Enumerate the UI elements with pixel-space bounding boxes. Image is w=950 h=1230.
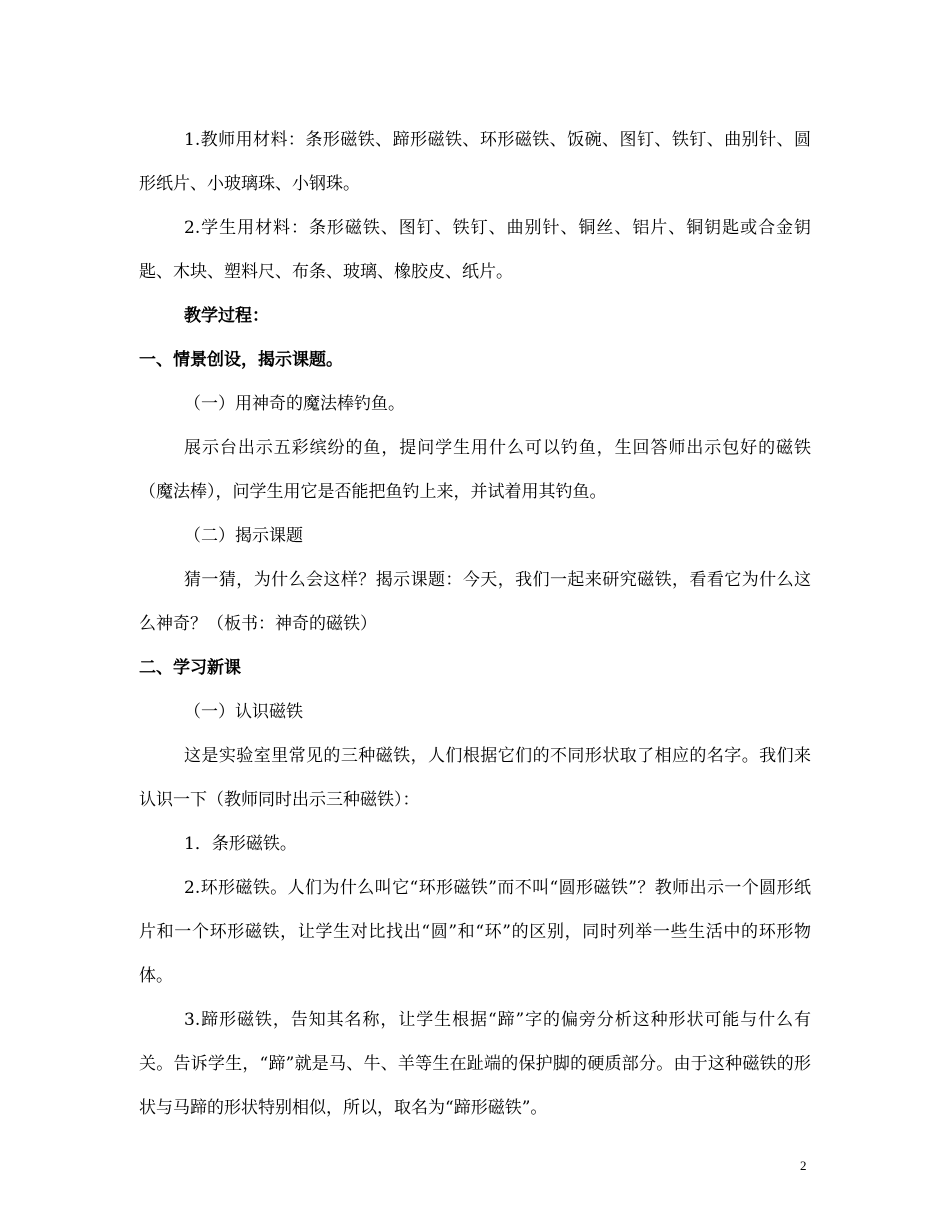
- guess-paragraph: 猜一猜，为什么会这样？揭示课题：今天，我们一起来研究磁铁，看看它为什么这么神奇？（板书：神奇的磁铁）: [139, 570, 811, 634]
- materials-teacher-paragraph: 1.教师用材料：条形磁铁、蹄形磁铁、环形磁铁、饭碗、图钉、铁钉、曲别针、圆形纸片、小玻璃珠、小钢珠。: [139, 130, 811, 194]
- subsection-heading-know-magnets: （一）认识磁铁: [184, 702, 303, 722]
- ring-magnet-paragraph: 2.环形磁铁。人们为什么叫它“环形磁铁”而不叫“圆形磁铁”？教师出示一个圆形纸片和一个环形磁铁，让学生对比找出“圆”和“环”的区别，同时列举一些生活中的环形物体。: [139, 878, 811, 986]
- section-heading-one: 一、情景创设，揭示课题。: [139, 350, 343, 370]
- three-magnets-paragraph: 这是实验室里常见的三种磁铁，人们根据它们的不同形状取了相应的名字。我们来认识一下（教师同时出示三种磁铁）：: [139, 746, 811, 810]
- section-heading-process: 教学过程：: [184, 306, 269, 326]
- subsection-heading-fishing: （一）用神奇的魔法棒钓鱼。: [184, 394, 405, 414]
- subsection-heading-reveal: （二）揭示课题: [184, 526, 303, 546]
- horseshoe-magnet-paragraph: 3.蹄形磁铁，告知其名称，让学生根据“蹄”字的偏旁分析这种形状可能与什么有关。告诉学生，“蹄”就是马、牛、羊等生在趾端的保护脚的硬质部分。由于这种磁铁的形状与马蹄的形状特别相似，所以，取名为“蹄形磁铁”。: [139, 1010, 811, 1118]
- page-number: 2: [800, 1158, 807, 1173]
- bar-magnet-item: 1．条形磁铁。: [184, 834, 297, 854]
- fishing-paragraph: 展示台出示五彩缤纷的鱼，提问学生用什么可以钓鱼，生回答师出示包好的磁铁（魔法棒），问学生用它是否能把鱼钓上来，并试着用其钓鱼。: [139, 438, 811, 502]
- materials-student-paragraph: 2.学生用材料：条形磁铁、图钉、铁钉、曲别针、铜丝、铝片、铜钥匙或合金钥匙、木块、塑料尺、布条、玻璃、橡胶皮、纸片。: [139, 218, 811, 282]
- section-heading-two: 二、学习新课: [139, 658, 241, 678]
